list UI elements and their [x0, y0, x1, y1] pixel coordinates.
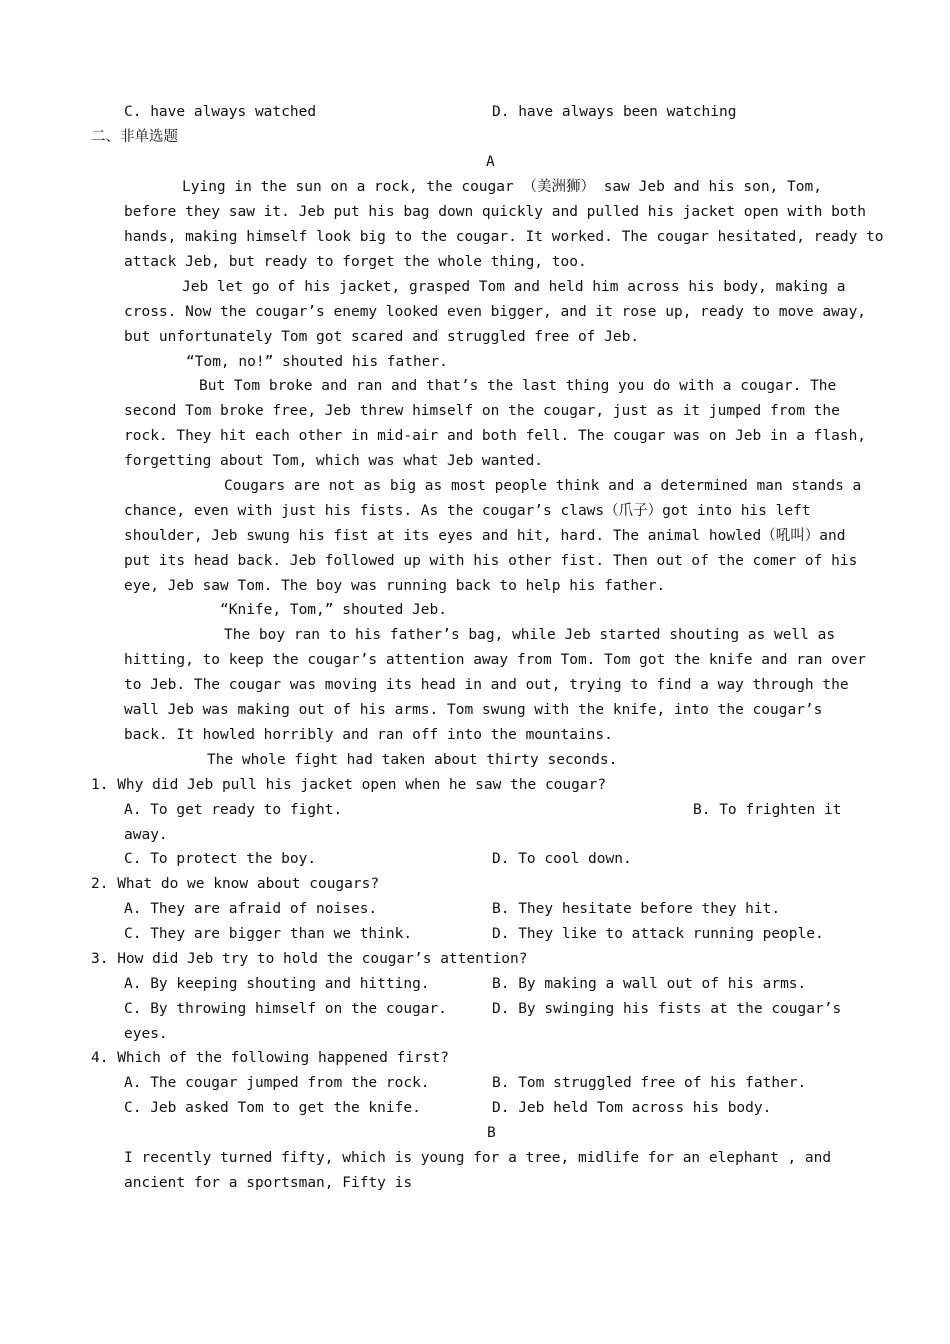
passage-a-line: chance, even with just his fists. As the cougar’s claws（爪子）got into his left [124, 503, 811, 519]
passage-a-line: The boy ran to his father’s bag, while Jeb started shouting as well as [224, 627, 836, 643]
option-b[interactable]: B. Tom struggled free of his father. [492, 1075, 807, 1091]
passage-a-line: Cougars are not as big as most people think and a determined man stands a [224, 478, 862, 494]
question-stem: 3. How did Jeb try to hold the cougar’s attention? [91, 951, 528, 967]
passage-a-line: back. It howled horribly and ran off into the mountains. [124, 727, 613, 743]
passage-a-line: eye, Jeb saw Tom. The boy was running back to help his father. [124, 578, 666, 594]
option-d[interactable]: D. Jeb held Tom across his body. [492, 1100, 772, 1116]
option-b[interactable]: B. To frighten it [693, 802, 842, 818]
passage-b-label: B [487, 1125, 496, 1141]
option-d[interactable]: D. By swinging his fists at the cougar’s [492, 1001, 842, 1017]
option-b[interactable]: B. By making a wall out of his arms. [492, 976, 807, 992]
passage-b-line: ancient for a sportsman, Fifty is [124, 1175, 413, 1191]
option-a[interactable]: A. To get ready to fight. [124, 802, 343, 818]
section-heading: 二、非单选题 [91, 129, 178, 145]
passage-a-line: forgetting about Tom, which was what Jeb wanted. [124, 453, 544, 469]
option-d[interactable]: D. They like to attack running people. [492, 926, 824, 942]
passage-a-line: hands, making himself look big to the cougar. It worked. The cougar hesitated, ready to [124, 229, 884, 245]
option-b[interactable]: B. They hesitate before they hit. [492, 901, 781, 917]
option-a[interactable]: A. They are afraid of noises. [124, 901, 378, 917]
passage-a-line: But Tom broke and ran and that’s the last thing you do with a cougar. The [199, 378, 837, 394]
option-b-continuation: away. [124, 827, 168, 843]
passage-a-line: Lying in the sun on a rock, the cougar （美洲狮） saw Jeb and his son, Tom, [182, 179, 822, 195]
question-stem: 1. Why did Jeb pull his jacket open when he saw the cougar? [91, 777, 607, 793]
passage-a-line: second Tom broke free, Jeb threw himself on the cougar, just as it jumped from the [124, 403, 840, 419]
passage-a-line: shoulder, Jeb swung his fist at its eyes and hit, hard. The animal howled（吼叫）and [124, 528, 846, 544]
question-stem: 4. Which of the following happened first? [91, 1050, 449, 1066]
prev-option-c: C. have always watched [124, 104, 317, 120]
option-d[interactable]: D. To cool down. [492, 851, 632, 867]
passage-a-line: put its head back. Jeb followed up with his other fist. Then out of the comer of his [124, 553, 858, 569]
passage-a-line: before they saw it. Jeb put his bag down quickly and pulled his jacket open with both [124, 204, 867, 220]
question-stem: 2. What do we know about cougars? [91, 876, 380, 892]
passage-a-line: “Tom, no!” shouted his father. [186, 354, 448, 370]
option-c[interactable]: C. They are bigger than we think. [124, 926, 413, 942]
option-c[interactable]: C. To protect the boy. [124, 851, 317, 867]
option-a[interactable]: A. The cougar jumped from the rock. [124, 1075, 430, 1091]
passage-a-line: attack Jeb, but ready to forget the whole thing, too. [124, 254, 587, 270]
passage-a-line: The whole fight had taken about thirty seconds. [207, 752, 618, 768]
passage-a-label: A [486, 154, 495, 170]
passage-a-line: Jeb let go of his jacket, grasped Tom and held him across his body, making a [182, 279, 846, 295]
passage-a-line: but unfortunately Tom got scared and struggled free of Jeb. [124, 329, 640, 345]
option-d-continuation: eyes. [124, 1026, 168, 1042]
prev-option-d: D. have always been watching [492, 104, 737, 120]
passage-a-line: wall Jeb was making out of his arms. Tom swung with the knife, into the cougar’s [124, 702, 823, 718]
passage-a-line: to Jeb. The cougar was moving its head in and out, trying to find a way through the [124, 677, 849, 693]
passage-a-line: cross. Now the cougar’s enemy looked even bigger, and it rose up, ready to move away, [124, 304, 867, 320]
option-c[interactable]: C. Jeb asked Tom to get the knife. [124, 1100, 421, 1116]
option-a[interactable]: A. By keeping shouting and hitting. [124, 976, 430, 992]
passage-a-line: hitting, to keep the cougar’s attention away from Tom. Tom got the knife and ran over [124, 652, 867, 668]
option-c[interactable]: C. By throwing himself on the cougar. [124, 1001, 448, 1017]
passage-b-line: I recently turned fifty, which is young for a tree, midlife for an elephant , and [124, 1150, 832, 1166]
passage-a-line: rock. They hit each other in mid-air and both fell. The cougar was on Jeb in a flash, [124, 428, 867, 444]
passage-a-line: “Knife, Tom,” shouted Jeb. [220, 602, 447, 618]
